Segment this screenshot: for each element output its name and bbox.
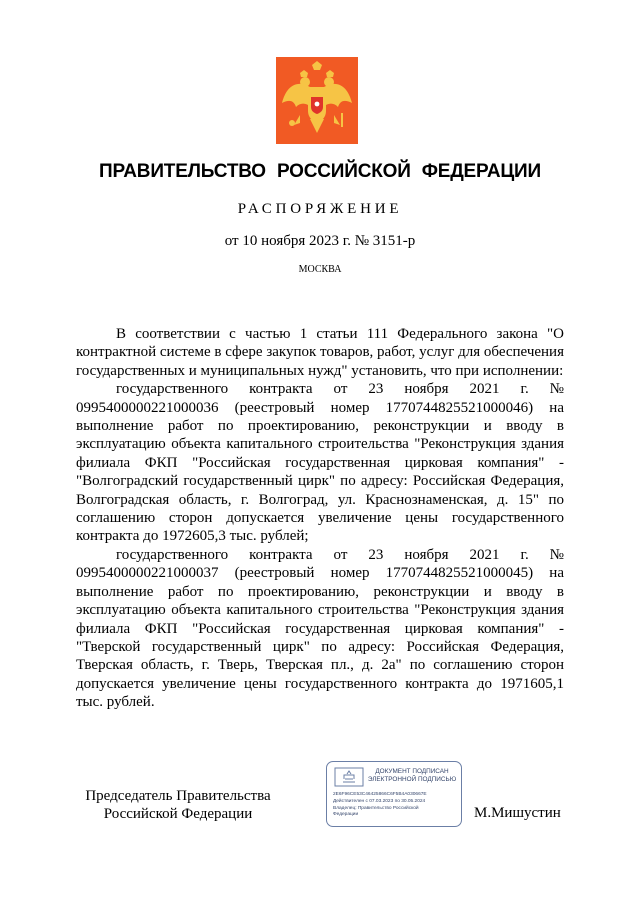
stamp-heading xyxy=(365,768,459,783)
position-line: Председатель Правительства xyxy=(85,788,271,804)
government-title: ПРАВИТЕЛЬСТВО РОССИЙСКОЙ ФЕДЕРАЦИИ xyxy=(99,161,541,182)
body-paragraph: государственного контракта от 23 ноября 2021 г. № 0995400000221000037 (реестровый номер 1770744825521000045) на выполнение работ по проектированию, реконструкции и вводу в эксплуатацию объекта капитального строительства "Реконструкция здания филиала ФКП "Российская государственная цирковая компания" - "Тверской государственный цирк" по адресу: Российская Федерация, Тверская область, г. Тверь, Тверская пл., д. 2а" по соглашению сторон допускается увеличение цены государственного контракта до 1971605,1 тыс. рублей. xyxy=(76,546,564,711)
signature-seal-icon xyxy=(333,766,365,788)
certificate-validity: Действителен с 07.03.2023 по 30.05.2024 xyxy=(333,799,426,804)
stamp-heading-line: ЭЛЕКТРОННОЙ ПОДПИСЬЮ xyxy=(367,775,457,783)
electronic-signature-stamp xyxy=(326,761,462,827)
certificate-owner: Федерации xyxy=(333,812,359,817)
coat-of-arms-emblem xyxy=(276,57,358,144)
certificate-serial: 2E6F96CE53C46425866C6F5B4A030667E xyxy=(333,792,427,797)
position-line: Российской Федерации xyxy=(103,806,253,822)
document-type: РАСПОРЯЖЕНИЕ xyxy=(237,201,403,217)
body-paragraph: государственного контракта от 23 ноября 2021 г. № 0995400000221000036 (реестровый номер 1770744825521000046) на выполнение работ по проектированию, реконструкции и вводу в эксплуатацию объекта капитального строительства "Реконструкция здания филиала ФКП "Российская государственная цирковая компания" - "Волгоградский государственный цирк" по адресу: Российская Федерация, Волгоградская область, г. Волгоград, ул. Краснознаменская, д. 15" по соглашению сторон допускается увеличение цены государственного контракта до 1972605,3 тыс. рублей; xyxy=(76,381,564,545)
double-headed-eagle-icon xyxy=(276,57,358,144)
stamp-heading-line: ДОКУМЕНТ ПОДПИСАН xyxy=(375,768,449,775)
body-paragraph: В соответствии с частью 1 статьи 111 Федерального закона "О контрактной системе в сфере закупок товаров, работ, услуг для обеспечения государственных и муниципальных нужд" установить, что при исполнении: xyxy=(76,326,564,379)
certificate-owner: Владелец: Правительство Российской xyxy=(333,806,419,811)
signatory-position xyxy=(78,787,278,823)
city-name: МОСКВА xyxy=(298,264,342,275)
signatory-name: М.Мишустин xyxy=(474,805,561,821)
document-date-number: от 10 ноября 2023 г. № 3151-р xyxy=(224,233,416,249)
document-body xyxy=(76,325,564,712)
